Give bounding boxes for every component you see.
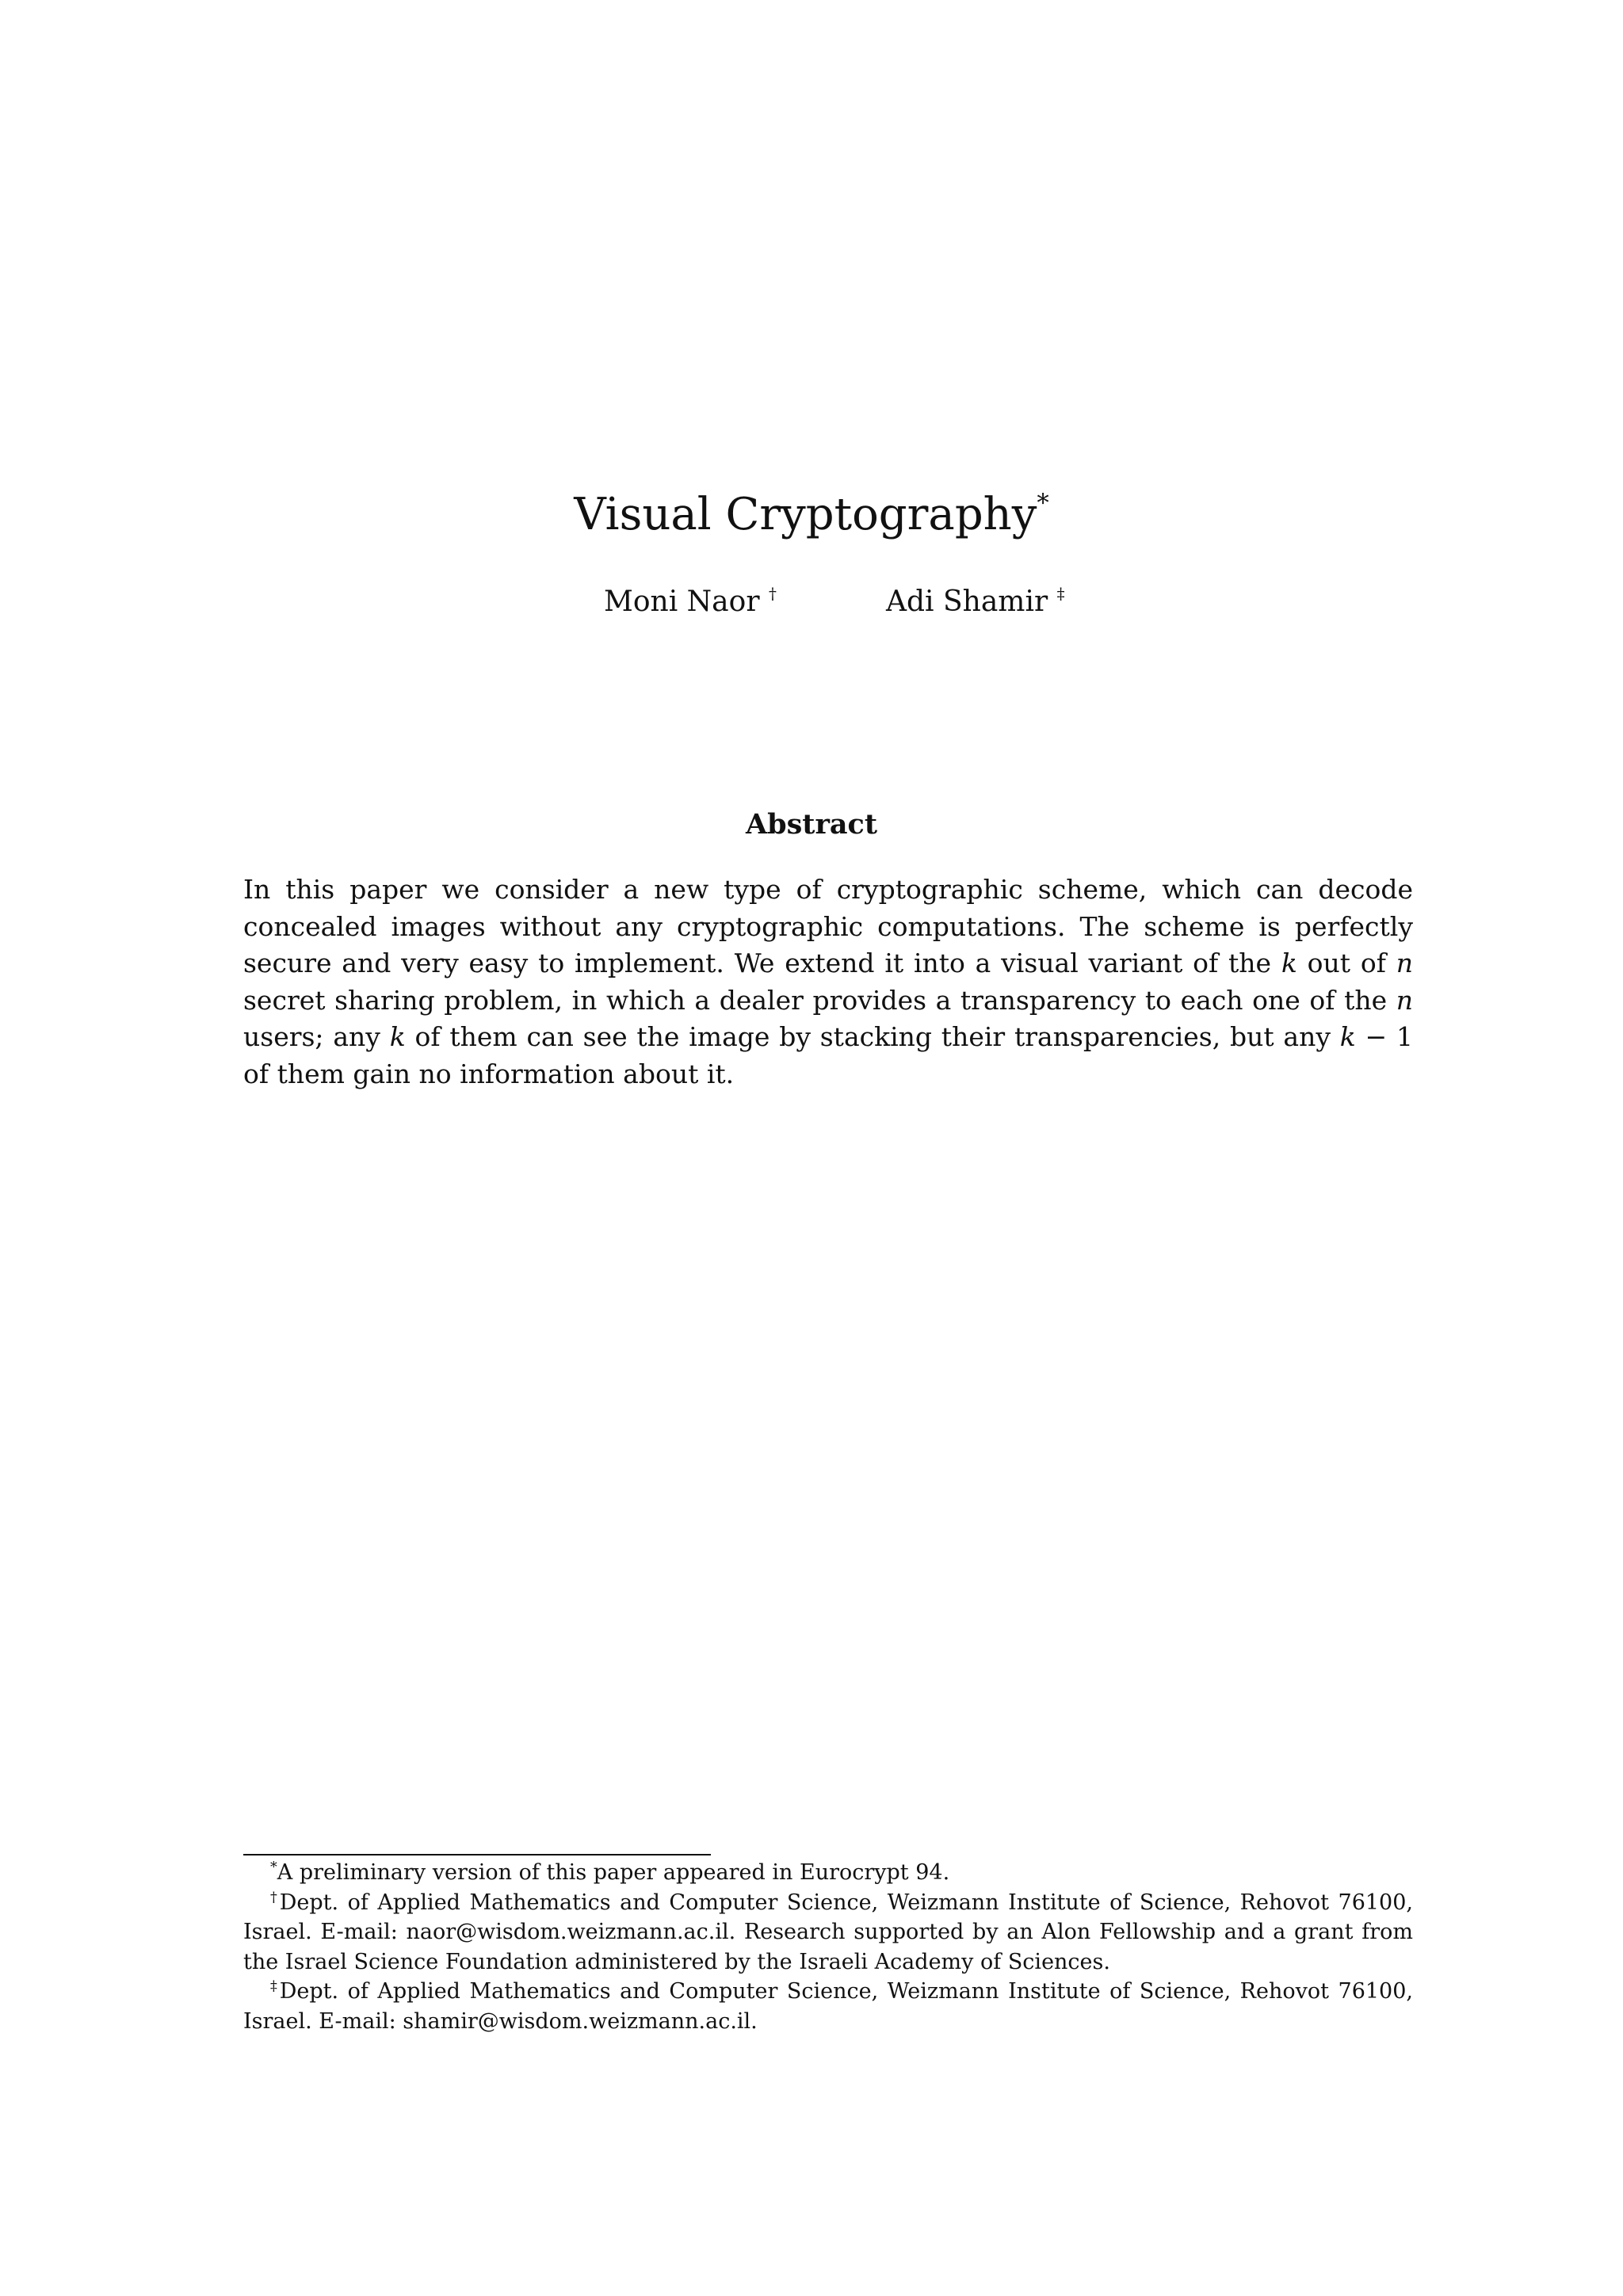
footnote-1-mark: * [270, 1859, 277, 1876]
math-var-n: n [1396, 984, 1413, 1016]
author-list [0, 582, 1623, 622]
author-2-name: Adi Shamir [886, 585, 1048, 618]
footnote-3-mark: ‡ [270, 1978, 280, 1995]
footnote-2-text: Dept. of Applied Mathematics and Computer Science, Weizmann Institute of Science, Rehovot 76100, Israel. E-mail: naor@wisdom.weizmann.ac.il. Research supported by an Alon Fellowship and a grant from the Israel Science Foundation administered by the Israeli Academy of Sciences. [243, 1890, 1413, 1974]
paper-title [0, 485, 1623, 545]
footnote-1 [243, 1858, 1413, 1888]
footnotes [243, 1858, 1413, 2036]
author-1 [604, 582, 777, 622]
footnote-3-text: Dept. of Applied Mathematics and Computer Science, Weizmann Institute of Science, Rehovot 76100, Israel. E-mail: shamir@wisdom.weizmann.ac.il. [243, 1979, 1413, 2034]
author-1-footnote-mark: † [768, 585, 777, 604]
abstract-text-1: In this paper we consider a new type of cryptographic scheme, which can decode concealed images without any cryptographic computations. The scheme is perfectly secure and very easy to implement. We extend it into a visual variant of the [243, 874, 1413, 978]
math-var-k: k [389, 1021, 406, 1052]
title-footnote-mark: * [1037, 488, 1049, 517]
abstract-text-6: − 1 of them gain no information about it. [243, 1021, 1413, 1089]
abstract-text-3: secret sharing problem, in which a dealer provides a transparency to each one of the [243, 984, 1396, 1016]
math-var-n: n [1396, 948, 1413, 978]
footnote-separator [243, 1854, 711, 1855]
author-1-name: Moni Naor [604, 585, 760, 618]
author-2-footnote-mark: ‡ [1056, 585, 1065, 604]
author-2 [886, 582, 1065, 622]
abstract-text-2: out of [1296, 948, 1396, 978]
footnote-3 [243, 1977, 1413, 2036]
abstract-heading: Abstract [745, 808, 878, 841]
paper-title-text: Visual Cryptography [574, 489, 1037, 540]
footnote-2-mark: † [270, 1889, 280, 1905]
abstract-body [243, 871, 1413, 1093]
abstract-text-5: of them can see the image by stacking their transparencies, but any [405, 1021, 1340, 1052]
math-var-k: k [1281, 948, 1297, 978]
footnote-1-text: A preliminary version of this paper appeared in Eurocrypt 94. [277, 1860, 950, 1885]
footnote-2 [243, 1888, 1413, 1978]
math-var-k: k [1339, 1021, 1356, 1052]
abstract-text-4: users; any [243, 1021, 390, 1052]
